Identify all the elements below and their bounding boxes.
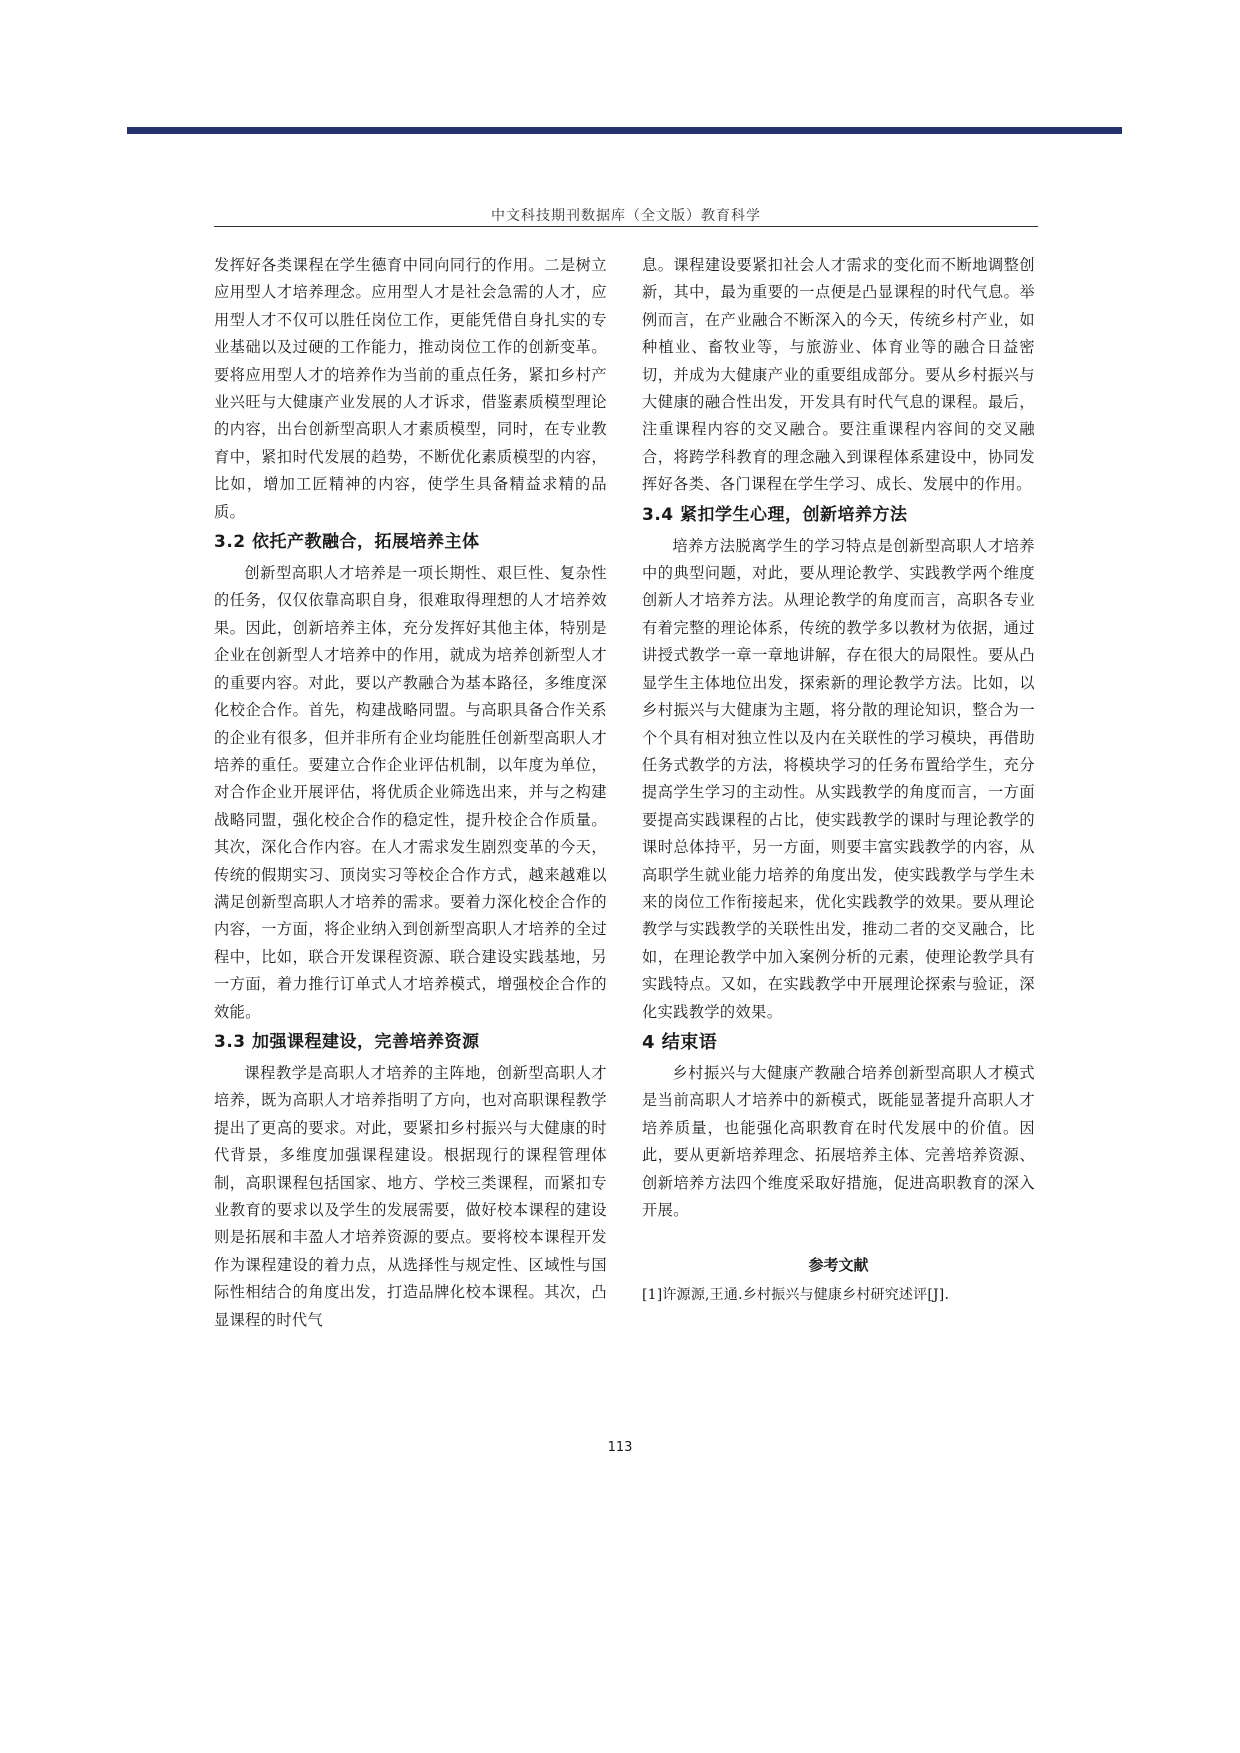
body-paragraph: 课程教学是高职人才培养的主阵地，创新型高职人才培养，既为高职人才培养指明了方向，也对高职课程教学提出了更高的要求。对此，要紧扣乡村振兴与大健康的时代背景，多维度加强课程建设。根据现行的课程管理体制，高职课程包括国家、地方、学校三类课程，而紧扣专业教育的要求以及学生的发展需要，做好校本课程的建设则是拓展和丰盈人才培养资源的要点。要将校本课程开发作为课程建设的着力点，从选择性与规定性、区域性与国际性相结合的角度出发，打造品牌化校本课程。其次，凸显课程的时代气	[214, 1063, 607, 1329]
body-paragraph: 创新型高职人才培养是一项长期性、艰巨性、复杂性的任务，仅仅依靠高职自身，很难取得理想的人才培养效果。因此，创新培养主体，充分发挥好其他主体，特别是企业在创新型人才培养中的作用，就成为培养创新型人才的重要内容。对此，要以产教融合为基本路径，多维度深化校企合作。首先，构建战略同盟。与高职具备合作关系的企业有很多，但并非所有企业均能胜任创新型高职人才培养的重任。要建立合作企业评估机制，以年度为单位，对合作企业开展评估，将优质企业筛选出来，并与之构建战略同盟，强化校企合作的稳定性，提升校企合作质量。其次，深化合作内容。在人才需求发生剧烈变革的今天，传统的假期实习、顶岗实习等校企合作方式，越来越难以满足创新型高职人才培养的需求。要着力深化校企合作的内容，一方面，将企业纳入到创新型高职人才培养的全过程中，比如，联合开发课程资源、联合建设实践基地，另一方面，着力推行订单式人才培养模式，增强校企合作的效能。	[214, 564, 607, 1021]
references-title: 参考文献	[808, 1256, 869, 1275]
top-accent-bar	[127, 127, 1122, 134]
left-column	[214, 252, 607, 1334]
right-column	[642, 252, 1035, 1308]
header-divider	[214, 226, 1038, 227]
body-paragraph: 培养方法脱离学生的学习特点是创新型高职人才培养中的典型问题，对此，要从理论教学、实践教学两个维度创新人才培养方法。从理论教学的角度而言，高职各专业有着完整的理论体系，传统的教学多以教材为依据，通过讲授式教学一章一章地讲解，存在很大的局限性。要从凸显学生主体地位出发，探索新的理论教学方法。比如，以乡村振兴与大健康为主题，将分散的理论知识，整合为一个个具有相对独立性以及内在关联性的学习模块，再借助任务式教学的方法，将模块学习的任务布置给学生，充分提高学生学习的主动性。从实践教学的角度而言，一方面要提高实践课程的占比，使实践教学的课时与理论教学的课时总体持平，另一方面，则要丰富实践教学的内容，从高职学生就业能力培养的角度出发，使实践教学与学生未来的岗位工作衔接起来，优化实践教学的效果。要从理论教学与实践教学的关联性出发，推动二者的交叉融合，比如，在理论教学中加入案例分析的元素，使理论教学具有实践特点。又如，在实践教学中开展理论探索与验证，深化实践教学的效果。	[642, 536, 1035, 1021]
body-paragraph: 息。课程建设要紧扣社会人才需求的变化而不断地调整创新，其中，最为重要的一点便是凸显课程的时代气息。举例而言，在产业融合不断深入的今天，传统乡村产业，如种植业、畜牧业等，与旅游业、体育业等的融合日益密切，并成为大健康产业的重要组成部分。要从乡村振兴与大健康的融合性出发，开发具有时代气息的课程。最后，注重课程内容的交叉融合。要注重课程内容间的交叉融合，将跨学科教育的理念融入到课程体系建设中，协同发挥好各类、各门课程在学生学习、成长、发展中的作用。	[642, 256, 1035, 494]
body-paragraph: 发挥好各类课程在学生德育中同向同行的作用。二是树立应用型人才培养理念。应用型人才是社会急需的人才，应用型人才不仅可以胜任岗位工作，更能凭借自身扎实的专业基础以及过硬的工作能力，推动岗位工作的创新变革。要将应用型人才的培养作为当前的重点任务，紧扣乡村产业兴旺与大健康产业发展的人才诉求，借鉴素质模型理论的内容，出台创新型高职人才素质模型，同时，在专业教育中，紧扣时代发展的趋势，不断优化素质模型的内容，比如，增加工匠精神的内容，使学生具备精益求精的品质。	[214, 256, 607, 521]
body-paragraph: 乡村振兴与大健康产教融合培养创新型高职人才模式是当前高职人才培养中的新模式，既能显著提升高职人才培养质量，也能强化高职教育在时代发展中的价值。因此，要从更新培养理念、拓展培养主体、完善培养资源、创新培养方法四个维度采取好措施，促进高职教育的深入开展。	[642, 1063, 1035, 1219]
section-heading-4: 4 结束语	[642, 1031, 718, 1053]
section-heading-3-2: 3.2 依托产教融合，拓展培养主体	[214, 532, 480, 553]
journal-header: 中文科技期刊数据库（全文版）教育科学	[491, 208, 761, 224]
reference-item: [1]许源源,王通.乡村振兴与健康乡村研究述评[J].	[642, 1287, 950, 1304]
section-heading-3-4: 3.4 紧扣学生心理，创新培养方法	[642, 504, 908, 525]
section-heading-3-3: 3.3 加强课程建设，完善培养资源	[214, 1031, 480, 1052]
page-number: 113	[607, 1440, 633, 1455]
